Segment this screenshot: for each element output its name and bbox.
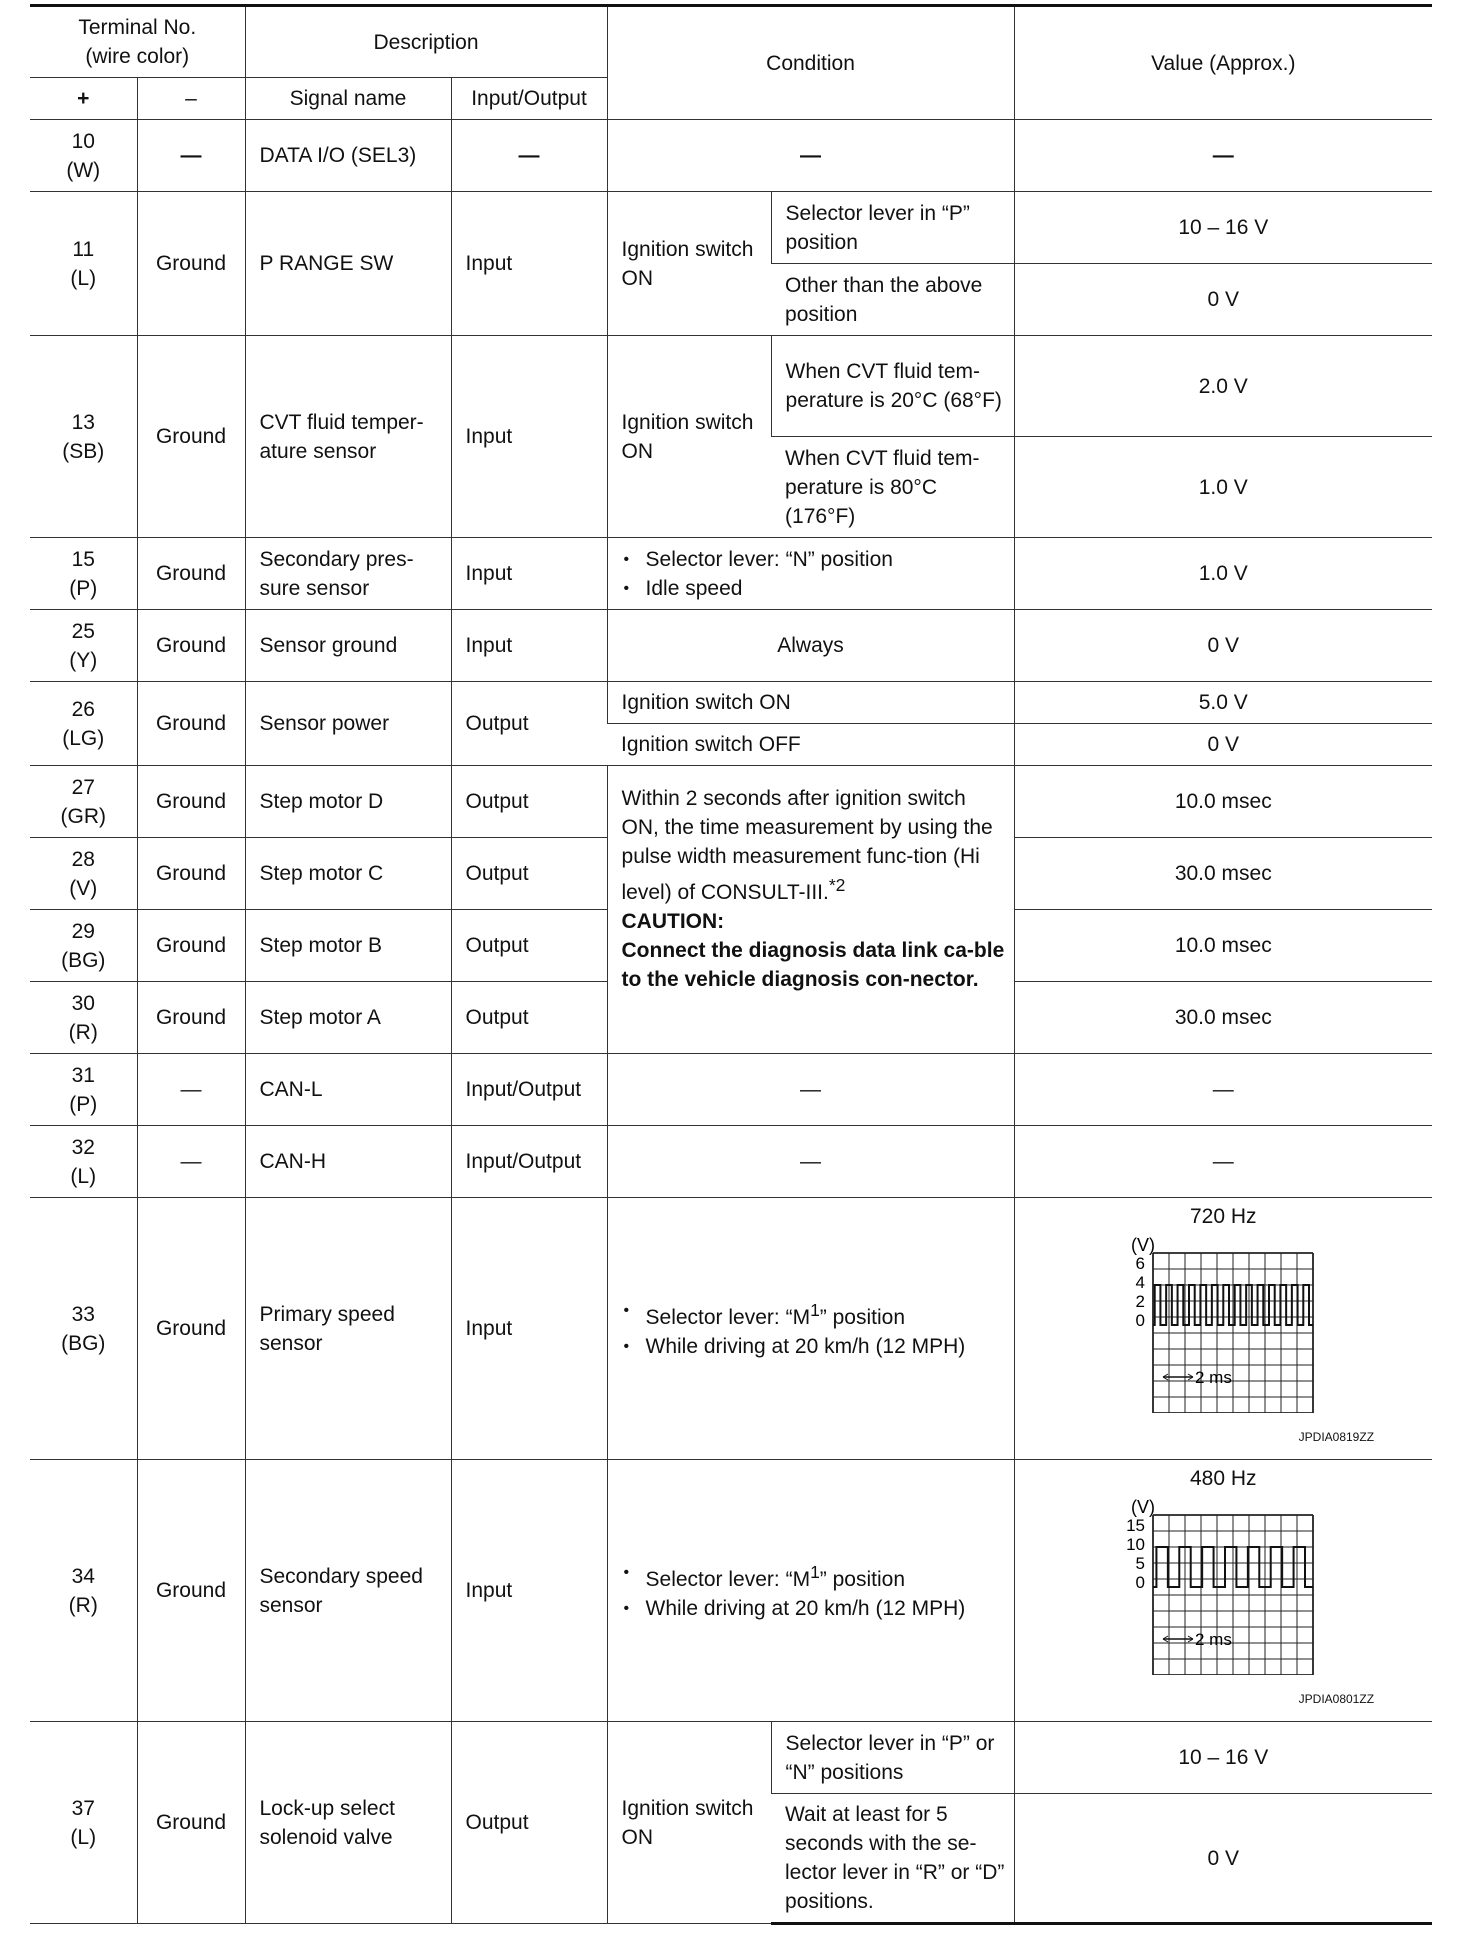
terminal-cell bbox=[30, 1460, 137, 1722]
caution-title: CAUTION: bbox=[621, 910, 725, 933]
condition-sup: 1 bbox=[810, 1300, 820, 1320]
table-row bbox=[30, 1722, 1432, 1794]
wire-color: (LG) bbox=[62, 726, 105, 750]
terminal-cell bbox=[30, 538, 137, 610]
signal-name: Sensor ground bbox=[245, 610, 451, 682]
value: 0 V bbox=[1014, 264, 1432, 336]
wire-color: (GR) bbox=[60, 804, 106, 828]
step-condition-sup: *2 bbox=[828, 875, 846, 895]
scope-tick: 5 bbox=[1135, 1554, 1146, 1573]
terminal-cell bbox=[30, 838, 137, 910]
condition-text: Selector lever: “M bbox=[645, 1568, 811, 1591]
minus-cell: Ground bbox=[137, 610, 245, 682]
input-output: Output bbox=[451, 838, 607, 910]
input-output: Input bbox=[451, 1198, 607, 1460]
wire-color: (BG) bbox=[61, 948, 106, 972]
condition-main: Ignition switch ON bbox=[607, 336, 771, 538]
scope-time: 2 ms bbox=[1195, 1630, 1233, 1649]
input-output: Output bbox=[451, 910, 607, 982]
minus-cell: Ground bbox=[137, 766, 245, 838]
table-row bbox=[30, 1054, 1432, 1126]
signal-name: CVT fluid temper-ature sensor bbox=[245, 336, 451, 538]
terminal-cell bbox=[30, 1722, 137, 1924]
table-row bbox=[30, 538, 1432, 610]
condition: — bbox=[607, 1126, 1014, 1198]
terminal-number: 33 bbox=[71, 1302, 95, 1326]
terminal-table bbox=[30, 4, 1432, 1925]
scope-unit: (V) bbox=[1131, 1497, 1156, 1517]
table-row bbox=[30, 1460, 1432, 1722]
input-output: Output bbox=[451, 982, 607, 1054]
terminal-cell bbox=[30, 192, 137, 336]
value: — bbox=[1014, 1126, 1432, 1198]
terminal-cell bbox=[30, 120, 137, 192]
wire-color: (L) bbox=[70, 1164, 97, 1188]
minus-header: – bbox=[137, 78, 245, 120]
condition-sub: When CVT fluid tem-perature is 20°C (68°F) bbox=[771, 336, 1014, 437]
input-output: Input/Output bbox=[451, 1126, 607, 1198]
terminal-number: 31 bbox=[71, 1063, 95, 1087]
input-output: — bbox=[451, 120, 607, 192]
table-row bbox=[30, 766, 1432, 838]
input-output: Output bbox=[451, 682, 607, 766]
figure-ref: JPDIA0801ZZ bbox=[1298, 1692, 1375, 1706]
step-condition-text: Within 2 seconds after ignition switch ON, the time measurement by using the pulse width measurement func-tion (Hi level) of CONSULT-III. bbox=[621, 787, 993, 904]
signal-name: Step motor B bbox=[245, 910, 451, 982]
value: 10 – 16 V bbox=[1014, 1722, 1432, 1794]
value-header: Value (Approx.) bbox=[1014, 6, 1432, 120]
terminal-number: 29 bbox=[71, 919, 95, 943]
terminal-number: 10 bbox=[71, 129, 95, 153]
condition: — bbox=[607, 120, 1014, 192]
condition-bullet: • Selector lever: “N” position bbox=[622, 545, 1006, 574]
signal-name: Primary speed sensor bbox=[245, 1198, 451, 1460]
input-output: Input bbox=[451, 610, 607, 682]
table-row bbox=[30, 192, 1432, 264]
terminal-number: 34 bbox=[71, 1564, 95, 1588]
scope-grid bbox=[1153, 1253, 1313, 1413]
signal-name: CAN-H bbox=[245, 1126, 451, 1198]
condition-bullet: • While driving at 20 km/h (12 MPH) bbox=[622, 1594, 1006, 1623]
value: 30.0 msec bbox=[1014, 838, 1432, 910]
input-output: Input bbox=[451, 538, 607, 610]
table-row bbox=[30, 336, 1432, 437]
step-motor-condition bbox=[607, 766, 1014, 1054]
condition-sub: Selector lever in “P” position bbox=[771, 192, 1014, 264]
wire-color: (R) bbox=[68, 1593, 98, 1617]
table-row bbox=[30, 1198, 1432, 1460]
terminal-number: 26 bbox=[71, 697, 95, 721]
wire-color: (SB) bbox=[62, 439, 105, 463]
signal-name: Secondary pres-sure sensor bbox=[245, 538, 451, 610]
minus-cell: Ground bbox=[137, 1722, 245, 1924]
minus-cell: Ground bbox=[137, 192, 245, 336]
condition-text-tail: ” position bbox=[819, 1568, 906, 1591]
condition-bullet bbox=[622, 1296, 1006, 1332]
minus-cell: Ground bbox=[137, 1198, 245, 1460]
minus-cell: Ground bbox=[137, 336, 245, 538]
terminal-cell bbox=[30, 982, 137, 1054]
signal-name: P RANGE SW bbox=[245, 192, 451, 336]
scope-tick: 0 bbox=[1135, 1573, 1146, 1592]
oscilloscope-waveform-icon bbox=[1103, 1233, 1343, 1413]
value: 10 – 16 V bbox=[1014, 192, 1432, 264]
value: 0 V bbox=[1014, 724, 1432, 766]
condition bbox=[607, 538, 1014, 610]
condition-text-tail: ” position bbox=[819, 1306, 906, 1329]
terminal-cell bbox=[30, 1126, 137, 1198]
minus-cell: Ground bbox=[137, 910, 245, 982]
scope-unit: (V) bbox=[1131, 1235, 1156, 1255]
signal-name: Step motor A bbox=[245, 982, 451, 1054]
minus-cell: Ground bbox=[137, 538, 245, 610]
terminal-table-page bbox=[30, 4, 1432, 1925]
scope-tick: 0 bbox=[1135, 1311, 1146, 1330]
terminal-number: 13 bbox=[71, 410, 95, 434]
condition bbox=[607, 1198, 1014, 1460]
input-output-header: Input/Output bbox=[451, 78, 607, 120]
signal-name: Step motor C bbox=[245, 838, 451, 910]
condition-sub: Selector lever in “P” or “N” positions bbox=[771, 1722, 1014, 1794]
minus-cell: Ground bbox=[137, 838, 245, 910]
plus-header: + bbox=[30, 78, 137, 120]
signal-name: Sensor power bbox=[245, 682, 451, 766]
scope-time: 2 ms bbox=[1195, 1368, 1233, 1387]
scope-tick: 15 bbox=[1126, 1516, 1146, 1535]
table-row bbox=[30, 1126, 1432, 1198]
value-waveform-cell bbox=[1014, 1198, 1432, 1460]
value: 1.0 V bbox=[1014, 437, 1432, 538]
value: 0 V bbox=[1014, 610, 1432, 682]
terminal-no-label: Terminal No. bbox=[78, 16, 197, 39]
wire-color: (W) bbox=[66, 158, 101, 182]
terminal-cell bbox=[30, 1054, 137, 1126]
condition-bullet: • Idle speed bbox=[622, 574, 1006, 603]
condition-text: Selector lever: “M bbox=[645, 1306, 811, 1329]
signal-name: Lock-up select solenoid valve bbox=[245, 1722, 451, 1924]
scope-tick: 10 bbox=[1126, 1535, 1146, 1554]
caution-text: Connect the diagnosis data link ca-ble to the vehicle diagnosis con-nector. bbox=[621, 939, 1005, 991]
value: 10.0 msec bbox=[1014, 766, 1432, 838]
condition-sub: Other than the above position bbox=[771, 264, 1014, 336]
value: — bbox=[1014, 1054, 1432, 1126]
condition: — bbox=[607, 1054, 1014, 1126]
scope-tick: 2 bbox=[1135, 1292, 1146, 1311]
terminal-number: 25 bbox=[71, 619, 95, 643]
signal-name: CAN-L bbox=[245, 1054, 451, 1126]
scope-grid bbox=[1153, 1515, 1313, 1675]
value: 2.0 V bbox=[1014, 336, 1432, 437]
signal-name: DATA I/O (SEL3) bbox=[245, 120, 451, 192]
terminal-cell bbox=[30, 1198, 137, 1460]
description-header: Description bbox=[245, 6, 607, 78]
condition-sub: Wait at least for 5 seconds with the se-lector lever in “R” or “D” positions. bbox=[771, 1794, 1014, 1924]
condition bbox=[607, 1460, 1014, 1722]
wire-color: (V) bbox=[69, 876, 98, 900]
wire-color: (L) bbox=[70, 1825, 97, 1849]
terminal-number: 28 bbox=[71, 847, 95, 871]
input-output: Output bbox=[451, 1722, 607, 1924]
condition-main: Ignition switch ON bbox=[607, 1722, 771, 1924]
signal-name: Step motor D bbox=[245, 766, 451, 838]
condition-main: Ignition switch ON bbox=[607, 192, 771, 336]
value: 30.0 msec bbox=[1014, 982, 1432, 1054]
terminal-number: 11 bbox=[72, 237, 95, 261]
minus-cell: — bbox=[137, 120, 245, 192]
wire-color-label: (wire color) bbox=[85, 45, 190, 68]
terminal-cell bbox=[30, 682, 137, 766]
minus-cell: — bbox=[137, 1054, 245, 1126]
input-output: Input/Output bbox=[451, 1054, 607, 1126]
terminal-cell bbox=[30, 910, 137, 982]
wire-color: (P) bbox=[69, 1092, 98, 1116]
minus-cell: Ground bbox=[137, 1460, 245, 1722]
input-output: Input bbox=[451, 192, 607, 336]
wire-color: (L) bbox=[70, 266, 97, 290]
terminal-number: 37 bbox=[71, 1796, 95, 1820]
wire-color: (Y) bbox=[69, 648, 98, 672]
signal-name-header: Signal name bbox=[245, 78, 451, 120]
frequency-value: 720 Hz bbox=[1190, 1205, 1257, 1228]
condition: Ignition switch OFF bbox=[607, 724, 1014, 766]
scope-tick: 6 bbox=[1135, 1254, 1146, 1273]
signal-name: Secondary speed sensor bbox=[245, 1460, 451, 1722]
oscilloscope-waveform-icon bbox=[1103, 1495, 1343, 1675]
minus-cell: Ground bbox=[137, 982, 245, 1054]
terminal-cell bbox=[30, 336, 137, 538]
wire-color: (R) bbox=[68, 1020, 98, 1044]
input-output: Input bbox=[451, 1460, 607, 1722]
frequency-value: 480 Hz bbox=[1190, 1467, 1257, 1490]
minus-cell: Ground bbox=[137, 682, 245, 766]
terminal-cell bbox=[30, 610, 137, 682]
terminal-no-header bbox=[30, 6, 245, 78]
terminal-number: 27 bbox=[71, 775, 95, 799]
wire-color: (BG) bbox=[61, 1331, 106, 1355]
value: 10.0 msec bbox=[1014, 910, 1432, 982]
value: 0 V bbox=[1014, 1794, 1432, 1924]
value-waveform-cell bbox=[1014, 1460, 1432, 1722]
minus-cell: — bbox=[137, 1126, 245, 1198]
scope-tick: 4 bbox=[1135, 1273, 1146, 1292]
condition-header: Condition bbox=[607, 6, 1014, 120]
condition-bullet bbox=[622, 1558, 1006, 1594]
value: 1.0 V bbox=[1014, 538, 1432, 610]
figure-ref: JPDIA0819ZZ bbox=[1298, 1430, 1375, 1444]
condition-sub: When CVT fluid tem-perature is 80°C (176°F) bbox=[771, 437, 1014, 538]
input-output: Input bbox=[451, 336, 607, 538]
terminal-number: 15 bbox=[71, 547, 95, 571]
table-row bbox=[30, 682, 1432, 724]
condition-bullet: • While driving at 20 km/h (12 MPH) bbox=[622, 1332, 1006, 1361]
condition: Always bbox=[607, 610, 1014, 682]
condition-sup: 1 bbox=[810, 1562, 820, 1582]
table-row bbox=[30, 120, 1432, 192]
terminal-number: 32 bbox=[71, 1135, 95, 1159]
table-row bbox=[30, 610, 1432, 682]
value: 5.0 V bbox=[1014, 682, 1432, 724]
terminal-number: 30 bbox=[71, 991, 95, 1015]
terminal-cell bbox=[30, 766, 137, 838]
wire-color: (P) bbox=[69, 576, 98, 600]
condition: Ignition switch ON bbox=[607, 682, 1014, 724]
value: — bbox=[1014, 120, 1432, 192]
input-output: Output bbox=[451, 766, 607, 838]
